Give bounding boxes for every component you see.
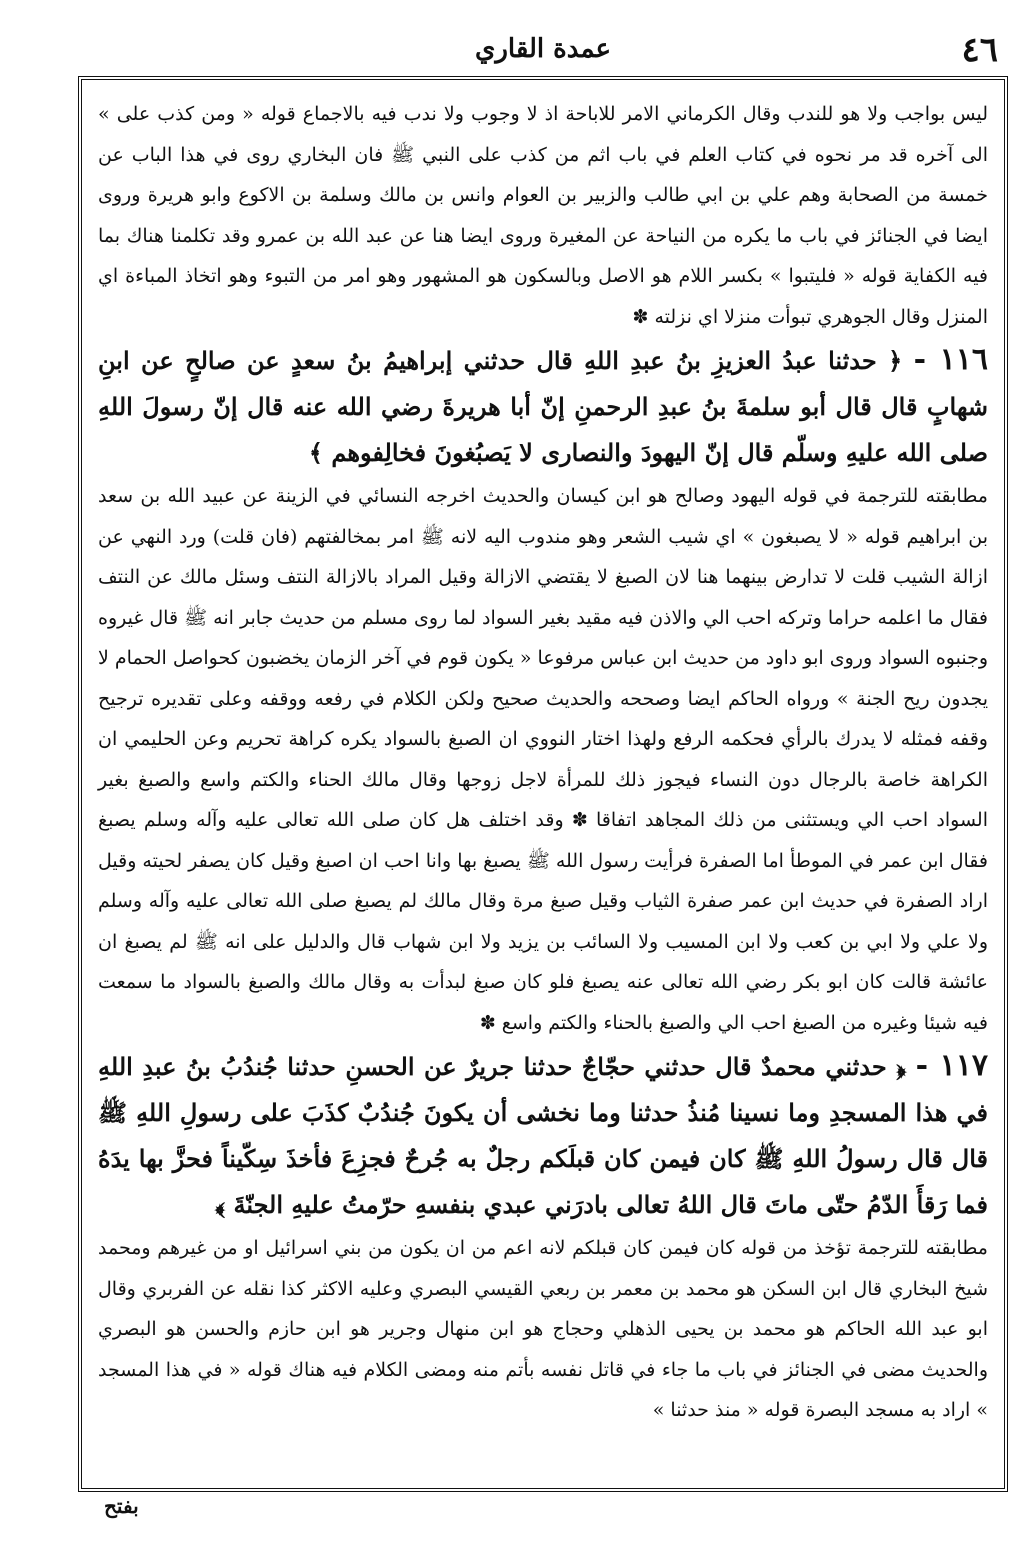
commentary-paragraph: مطابقته للترجمة تؤخذ من قوله كان فيمن كان قبلكم لانه اعم من ان يكون من بني اسرائيل او من غيرهم ومحمد شيخ البخاري قال ابن السكن هو محمد بن معمر بن ربعي القيسي البصري وعليه الاكثر كذا نقله عن الفربري وقال ابو عبد الله الحاكم هو محمد بن يحيى الذهلي وحجاج هو ابن منهال وجرير هو ابن حازم والحسن هو البصري والحديث مضى في الجنائز في باب ما جاء في قاتل نفسه بأتم منه ومضى الكلام فيه هناك قوله « في هذا المسجد » اراد به مسجد البصرة قوله « منذ حدثنا » (98, 1237, 988, 1421)
page-header (78, 30, 1008, 70)
commentary-paragraph: ليس بواجب ولا هو للندب وقال الكرماني الامر للاباحة اذ لا وجوب ولا ندب فيه بالاجماع قوله « ومن كذب على » الى آخره قد مر نحوه في كتاب العلم في باب اثم من كذب على النبي ﷺ فان البخاري روى في هذا الباب عن خمسة من الصحابة وهم علي بن ابي طالب والزبير بن العوام وانس بن مالك وسلمة بن الاكوع وابو هريرة وروى ايضا في الجنائز في باب ما يكره من النياحة عن المغيرة وروى ايضا هنا عن عبد الله بن عمرو وقد تكلمنا هناك بما فيه الكفاية قوله « فليتبوا » بكسر اللام هو الاصل وبالسكون هو المشهور وهو امر من التبوء وهو اتخاذ المباءة اي المنزل وقال الجوهري تبوأت منزلا اي نزلته ✽ (98, 103, 988, 328)
text-frame (78, 76, 1008, 1492)
page-number: ٤٦ (961, 30, 998, 70)
hadith-number: ١١٦ - (913, 342, 988, 377)
hadith-116 (98, 337, 988, 476)
hadith-text: ﴿ حدثني محمدٌ قال حدثني حجّاجٌ حدثنا جريرٌ عن الحسنِ حدثنا جُندُبُ بنُ عبدِ اللهِ في هذا المسجدِ وما نسينا مُنذُ حدثنا وما نخشى أن يكونَ جُندُبٌ كذَبَ على رسولِ اللهِ ﷺ قال قال رسولُ اللهِ ﷺ كان فيمن كان قبلَكم رجلٌ به جُرحٌ فجزِعَ فأخذَ سِكّيناً فحزَّ بها يدَهُ فما رَقأَ الدّمُ حتّى ماتَ قال اللهُ تعالى بادرَني عبدي بنفسهِ حرّمتُ عليهِ الجنّةَ ﴾ (98, 1052, 988, 1219)
commentary-paragraph: مطابقته للترجمة في قوله اليهود وصالح هو ابن كيسان والحديث اخرجه النسائي في الزينة عن عبيد الله بن سعد بن ابراهيم قوله « لا يصبغون » اي شيب الشعر وهو مندوب اليه لانه ﷺ امر بمخالفتهم (فان قلت) ورد النهي عن ازالة الشيب قلت لا تدارض بينهما هنا لان الصبغ لا يقتضي الازالة وقيل المراد بالازالة النتف وسئل مالك عن النتف فقال ما اعلمه حراما وتركه احب الي والاذن فيه مقيد بغير السواد لما روى مسلم من حديث جابر انه ﷺ قال غيروه وجنبوه السواد وروى ابو داود من حديث ابن عباس مرفوعا « يكون قوم في آخر الزمان يخضبون كحواصل الحمام لا يجدون ريح الجنة » ورواه الحاكم ايضا وصححه والحديث صحيح ولكن الكلام في رفعه ووقفه وعلى تقديره ترجيح وقفه فمثله لا يدرك بالرأي فحكمه الرفع ولهذا اختار النووي ان الصبغ بالسواد يكره كراهة تحريم وعن الحليمي ان الكراهة خاصة بالرجال دون النساء فيجوز ذلك للمرأة لاجل زوجها وقال مالك الحناء والكتم واسع والصبغ بغير السواد احب الي ويستثنى من ذلك المجاهد اتفاقا ✽ وقد اختلف هل كان صلى الله تعالى عليه وآله وسلم يصبغ فقال ابن عمر في الموطأ اما الصفرة فرأيت رسول الله ﷺ يصبغ بها وانا احب ان اصبغ وقيل كان يصفر لحيته وقيل اراد الصفرة في حديث ابن عمر صفرة الثياب وقيل صبغ مرة وقال مالك لم يصبغ صلى الله تعالى عليه وآله وسلم ولا علي ولا ابي بن كعب ولا ابن المسيب ولا السائب بن يزيد ولا ابن شهاب قال والدليل على انه ﷺ لم يصبغ ان عائشة قالت كان ابو بكر رضي الله تعالى عنه يصبغ فلو كان صبغ لبدأت به وقال مالك والصبغ بالسواد ما سمعت فيه شيئا وغيره من الصبغ احب الي والصبغ بالحناء والكتم واسع ✽ (98, 485, 988, 1034)
page-body (98, 94, 988, 1478)
hadith-text: ﴿ حدثنا عبدُ العزيزِ بنُ عبدِ اللهِ قال حدثني إبراهيمُ بنُ سعدٍ عن صالحٍ عن ابنِ شهابٍ قال قال أبو سلمةَ بنُ عبدِ الرحمنِ إنّ أبا هريرةَ رضي الله عنه قال إنّ رسولَ اللهِ صلى الله عليهِ وسلّم قال إنّ اليهودَ والنصارى لا يَصبُغونَ فخالِفوهم ﴾ (98, 346, 988, 467)
hadith-117 (98, 1043, 988, 1228)
catchword: بفتح (104, 1494, 139, 1518)
hadith-number: ١١٧ - (915, 1048, 988, 1083)
running-title: عمدة القاري (475, 34, 611, 64)
